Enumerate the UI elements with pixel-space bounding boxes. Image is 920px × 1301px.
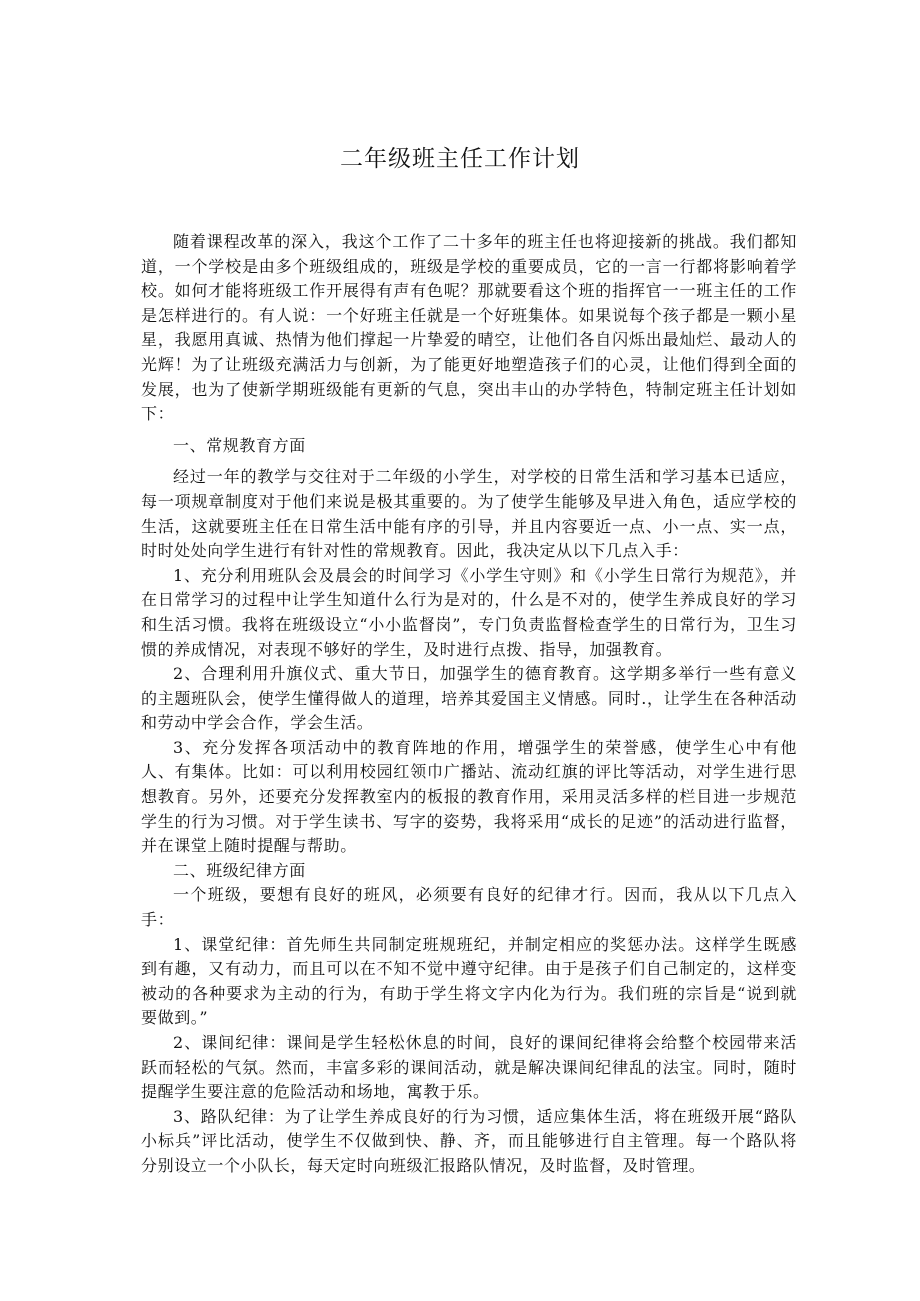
paragraph-routine-item-1: 1、充分利用班队会及晨会的时间学习《小学生守则》和《小学生日常行为规范》，并在日常学习的过程中让学生知道什么行为是对的，什么是不对的，使学生养成良好的学习和生活习惯。我将在班级设立“小小监督岗”，专门负责监督检查学生的日常行为，卫生习惯的养成情况，对表现不够好的学生，及时进行点拨、指导，加强教育。	[141, 565, 797, 659]
paragraph-discipline-item-3: 3、路队纪律：为了让学生养成良好的行为习惯，适应集体生活，将在班级开展“路队小标兵”评比活动，使学生不仅做到快、静、齐，而且能够进行自主管理。每一个路队将分别设立一个小队长，每天定时向班级汇报路队情况，及时监督，及时管理。	[141, 1106, 797, 1175]
paragraph-routine-overview: 经过一年的教学与交往对于二年级的小学生，对学校的日常生活和学习基本已适应，每一项规章制度对于他们来说是极其重要的。为了使学生能够及早进入角色，适应学校的生活，这就要班主任在日常生活中能有序的引导，并且内容要近一点、小一点、实一点，时时处处向学生进行有针对性的常规教育。因此，我决定从以下几点入手：	[141, 467, 797, 561]
paragraph-discipline-overview: 一个班级，要想有良好的班风，必须要有良好的纪律才行。因而，我从以下几点入手：	[141, 885, 797, 930]
section-heading-class-discipline: 二、班级纪律方面	[173, 860, 306, 880]
document-title: 二年级班主任工作计划	[340, 146, 580, 172]
paragraph-routine-item-2: 2、合理利用升旗仪式、重大节日，加强学生的德育教育。这学期多举行一些有意义的主题班队会，使学生懂得做人的道理，培养其爱国主义情感。同时.，让学生在各种活动和劳动中学会合作，学会生活。	[141, 664, 797, 733]
document-body	[141, 230, 797, 1179]
intro-paragraph: 随着课程改革的深入，我这个工作了二十多年的班主任也将迎接新的挑战。我们都知道，一个学校是由多个班级组成的，班级是学校的重要成员，它的一言一行都将影响着学校。如何才能将班级工作开展得有声有色呢？那就要看这个班的指挥官一一班主任的工作是怎样进行的。有人说：一个好班主任就是一个好班集体。如果说每个孩子都是一颗小星星，我愿用真诚、热情为他们撑起一片挚爱的晴空，让他们各自闪烁出最灿烂、最动人的光辉！为了让班级充满活力与创新，为了能更好地塑造孩子们的心灵，让他们得到全面的发展，也为了使新学期班级能有更新的气息，突出丰山的办学特色，特制定班主任计划如下：	[141, 232, 797, 424]
paragraph-routine-item-3: 3、充分发挥各项活动中的教育阵地的作用，增强学生的荣誉感，使学生心中有他人、有集体。比如：可以利用校园红领巾广播站、流动红旗的评比等活动，对学生进行思想教育。另外，还要充分发挥教室内的板报的教育作用，采用灵活多样的栏目进一步规范学生的行为习惯。对于学生读书、写字的姿势，我将采用“成长的足迹”的活动进行监督，并在课堂上随时提醒与帮助。	[141, 737, 797, 856]
paragraph-discipline-item-2: 2、课间纪律：课间是学生轻松休息的时间，良好的课间纪律将会给整个校园带来活跃而轻松的气氛。然而，丰富多彩的课间活动，就是解决课间纪律乱的法宝。同时，随时提醒学生要注意的危险活动和场地，寓教于乐。	[141, 1033, 797, 1102]
paragraph-discipline-item-1: 1、课堂纪律：首先师生共同制定班规班纪，并制定相应的奖惩办法。这样学生既感到有趣，又有动力，而且可以在不知不觉中遵守纪律。由于是孩子们自己制定的，这样变被动的各种要求为主动的行为，有助于学生将文字内化为行为。我们班的宗旨是“说到就要做到。”	[141, 934, 797, 1028]
section-heading-routine-education: 一、常规教育方面	[173, 435, 306, 455]
